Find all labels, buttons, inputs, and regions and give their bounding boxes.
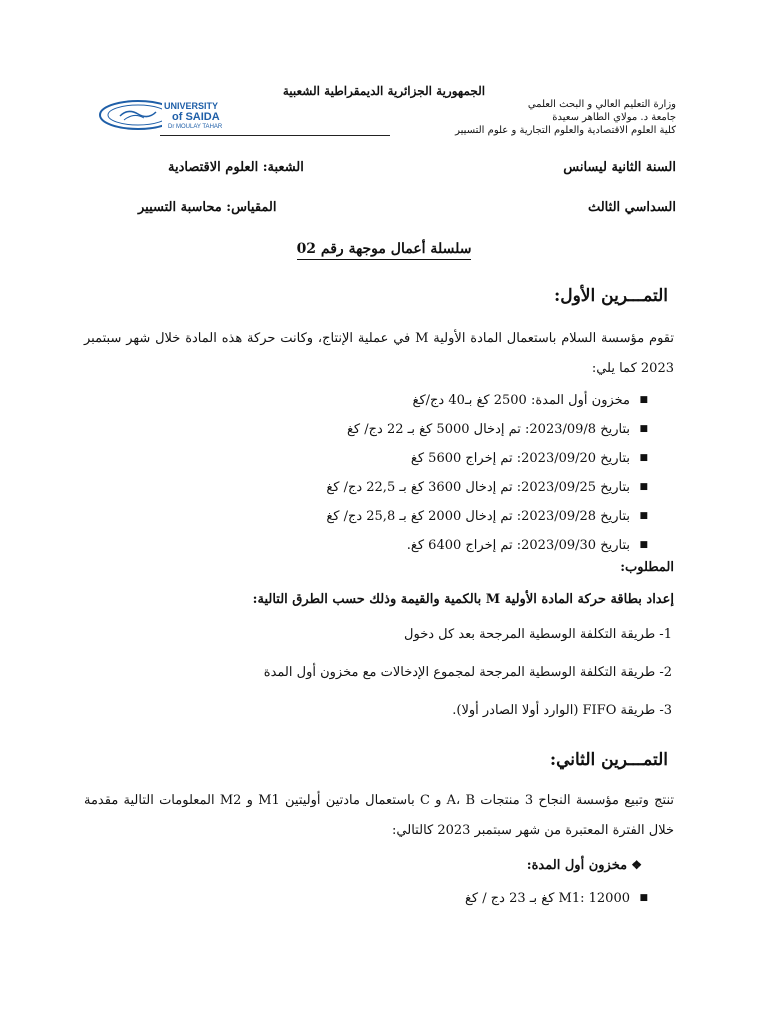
method-item: 2- طريقة التكلفة الوسطية المرجحة لمجموع الإدخالات مع مخزون أول المدة (263, 665, 672, 680)
series-title-text: سلسلة أعمال موجهة رقم 02 (297, 241, 472, 260)
opening-stock-heading (527, 858, 642, 873)
square-bullet-icon: ■ (639, 453, 648, 463)
opening-stock-label: مخزون أول المدة: (526, 858, 628, 873)
square-bullet-icon: ■ (639, 424, 648, 434)
method-item: 1- طريقة التكلفة الوسطية المرجحة بعد كل دخول (404, 627, 672, 642)
exercise-1-intro: تقوم مؤسسة السلام باستعمال المادة الأولية M في عملية الإنتاج، وكانت حركة هذه المادة خلال شهر سبتمبر 2023 كما يلي: (84, 331, 674, 376)
series-title (0, 238, 768, 257)
logo-text-1: UNIVERSITY (164, 101, 219, 111)
required-label: المطلوب: (620, 560, 674, 575)
logo-text-2: of SAIDA (172, 111, 220, 123)
logo-text-3: Dr MOULAY TAHAR (168, 124, 223, 130)
list-item: ■ بتاريخ 2023/09/25: تم إدخال 3600 كغ بـ 22,5 دج/ كغ (326, 473, 648, 502)
university-logo-icon (98, 98, 254, 132)
list-item: ■ بتاريخ 2023/09/30: تم إخراج 6400 كغ. (326, 531, 648, 560)
methods-list (264, 620, 672, 734)
university-logo (98, 98, 254, 132)
study-branch: الشعبة: العلوم الاقتصادية (168, 160, 304, 175)
university-line: جامعة د. مولاي الطاهر سعيدة (552, 112, 676, 123)
movements-list (326, 386, 648, 560)
semester: السداسي الثالث (587, 200, 676, 215)
faculty-line: كلية العلوم الاقتصادية والعلوم التجارية و علوم التسيير (455, 125, 676, 136)
list-item: ■ بتاريخ 2023/09/28: تم إدخال 2000 كغ بـ 25,8 دج/ كغ (326, 502, 648, 531)
list-item: ■ بتاريخ 2023/09/20: تم إخراج 5600 كغ (326, 444, 648, 473)
list-item: ■ M1: 12000 كغ بـ 23 دج / كغ (465, 884, 648, 913)
square-bullet-icon: ■ (639, 395, 648, 405)
ministry-line: وزارة التعليم العالي و البحث العلمي (527, 99, 676, 110)
study-year: السنة الثانية ليسانس (563, 160, 676, 175)
exercise-2-title: التمـــرين الثاني: (549, 750, 668, 770)
preparation-instruction: إعداد بطاقة حركة المادة الأولية M بالكمية والقيمة وذلك حسب الطرق التالية: (252, 592, 674, 607)
list-item: ■ مخزون أول المدة: 2500 كغ بـ40 دج/كغ (326, 386, 648, 415)
diamond-bullet-icon: ❖ (627, 858, 642, 872)
module-name: المقياس: محاسبة التسيير (138, 200, 277, 215)
square-bullet-icon: ■ (639, 893, 648, 903)
square-bullet-icon: ■ (639, 540, 648, 550)
opening-stock-list (465, 884, 648, 913)
method-item: 3- طريقة FIFO (الوارد أولا الصادر أولا). (452, 703, 672, 718)
republic-heading: الجمهورية الجزائرية الديمقراطية الشعبية (282, 84, 486, 98)
list-item: ■ بتاريخ 2023/09/8: تم إدخال 5000 كغ بـ 22 دج/ كغ (326, 415, 648, 444)
exercise-1-title: التمـــرين الأول: (553, 286, 668, 306)
exercise-2-intro: تنتج وتبيع مؤسسة النجاح 3 منتجات A، B و C باستعمال مادتين أوليتين M1 و M2 المعلومات التالية مقدمة خلال الفترة المعتبرة من شهر سبتمبر 2023 كالتالي: (84, 793, 674, 838)
header-divider (160, 135, 390, 136)
institution-block (356, 98, 676, 137)
square-bullet-icon: ■ (639, 511, 648, 521)
square-bullet-icon: ■ (639, 482, 648, 492)
